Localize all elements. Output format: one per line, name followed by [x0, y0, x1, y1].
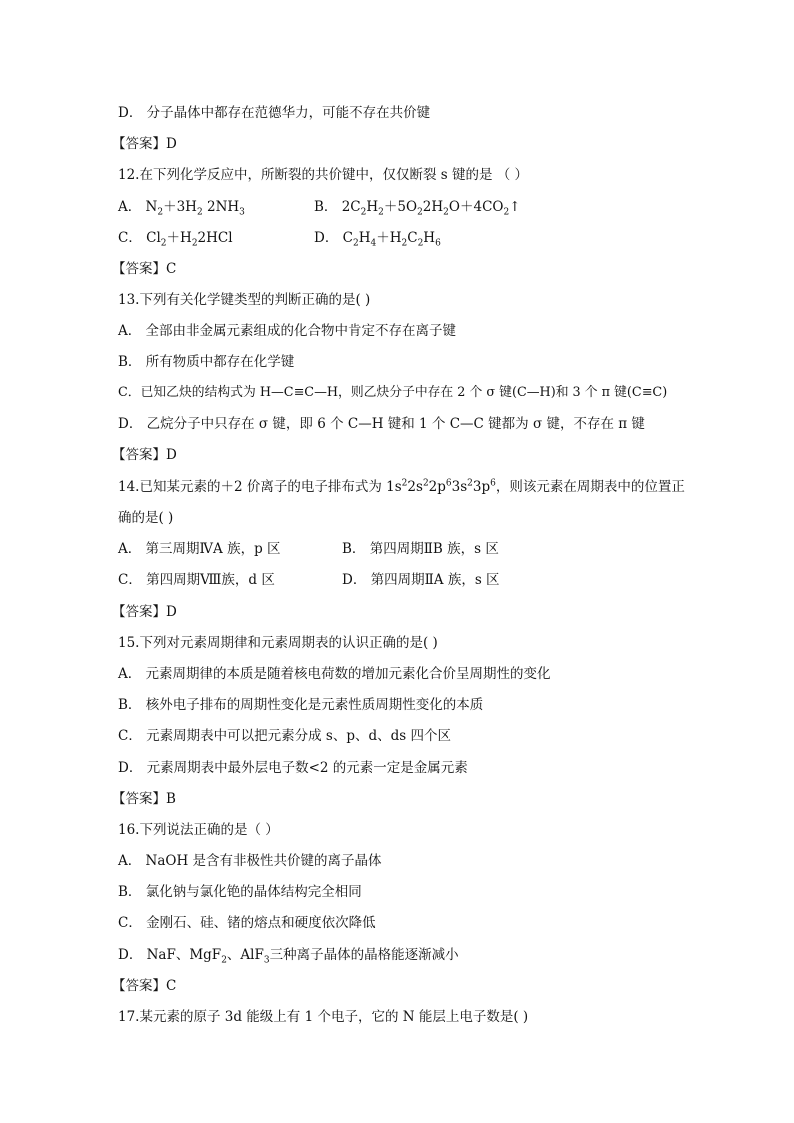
- answer-11: 【答案】D: [112, 136, 177, 152]
- q13-option-c: C．已知乙炔的结构式为 H—C≡C—H，则乙炔分子中存在 2 个 σ 键(C—H)和 3 个 π 键(C≡C): [118, 385, 668, 400]
- q15-option-a: A． 元素周期律的本质是随着核电荷数的增加元素化合价呈周期性的变化: [118, 666, 551, 682]
- question-14-line1: 14.已知某元素的＋2 价离子的电子排布式为 $1s^22s^22p^63s^23p^6$，则该元素在周期表中的位置正: [118, 478, 685, 495]
- question-12: 12.在下列化学反应中，所断裂的共价键中，仅仅断裂 s 键的是 （ ）: [118, 167, 529, 183]
- question-16: 16.下列说法正确的是（ ）: [118, 822, 279, 838]
- q13-option-d: D． 乙烷分子中只存在 σ 键，即 6 个 C—H 键和 1 个 C—C 键都为 σ 键，不存在 π 键: [118, 416, 645, 432]
- question-17: 17.某元素的原子 3d 能级上有 1 个电子，它的 N 能层上电子数是( ): [118, 1009, 529, 1025]
- answer-14: 【答案】D: [112, 604, 177, 620]
- q14-option-c: C． 第四周期Ⅷ族，d 区: [118, 572, 275, 588]
- q12-option-a: A． $N_2+3H_2$ $2NH_3$: [118, 199, 245, 218]
- answer-12: 【答案】C: [112, 261, 177, 277]
- q13-option-b: B． 所有物质中都存在化学键: [118, 354, 295, 370]
- answer-16: 【答案】C: [112, 978, 177, 994]
- q14-option-a: A． 第三周期ⅣA 族，p 区: [118, 541, 281, 557]
- question-15: 15.下列对元素周期律和元素周期表的认识正确的是( ): [118, 635, 438, 651]
- q16-option-c: C． 金刚石、硅、锗的熔点和硬度依次降低: [118, 915, 376, 931]
- q11-option-d: D． 分子晶体中都存在范德华力，可能不存在共价键: [118, 105, 431, 121]
- answer-13: 【答案】D: [112, 447, 177, 463]
- q12-option-b: B． $2C_2H_2+5O_22H_2O+4CO_2↑$: [314, 199, 521, 218]
- q15-option-d: D． 元素周期表中最外层电子数<2 的元素一定是金属元素: [118, 760, 468, 776]
- q12-option-c: C． $Cl_2+H_22HCl$: [118, 230, 233, 249]
- answer-15: 【答案】B: [112, 791, 176, 807]
- q16-option-b: B． 氯化钠与氯化铯的晶体结构完全相同: [118, 884, 362, 900]
- question-14-line2: 确的是( ): [118, 510, 174, 526]
- question-13: 13.下列有关化学键类型的判断正确的是( ): [118, 292, 371, 308]
- q13-option-a: A． 全部由非金属元素组成的化合物中肯定不存在离子键: [118, 323, 457, 339]
- q16-option-d: D． NaF、MgF$_2$、AlF$_3$三种离子晶体的晶格能逐渐减小: [118, 947, 459, 966]
- q15-option-b: B． 核外电子排布的周期性变化是元素性质周期性变化的本质: [118, 697, 484, 713]
- q14-option-b: B． 第四周期ⅡB 族，s 区: [342, 541, 499, 557]
- q15-option-c: C． 元素周期表中可以把元素分成 s、p、d、ds 四个区: [118, 728, 451, 744]
- q12-option-d: D． $C_2H_4+H_2C_2H_6$: [314, 230, 441, 249]
- q16-option-a: A． NaOH 是含有非极性共价键的离子晶体: [118, 853, 382, 869]
- q14-option-d: D． 第四周期ⅡA 族，s 区: [342, 572, 500, 588]
